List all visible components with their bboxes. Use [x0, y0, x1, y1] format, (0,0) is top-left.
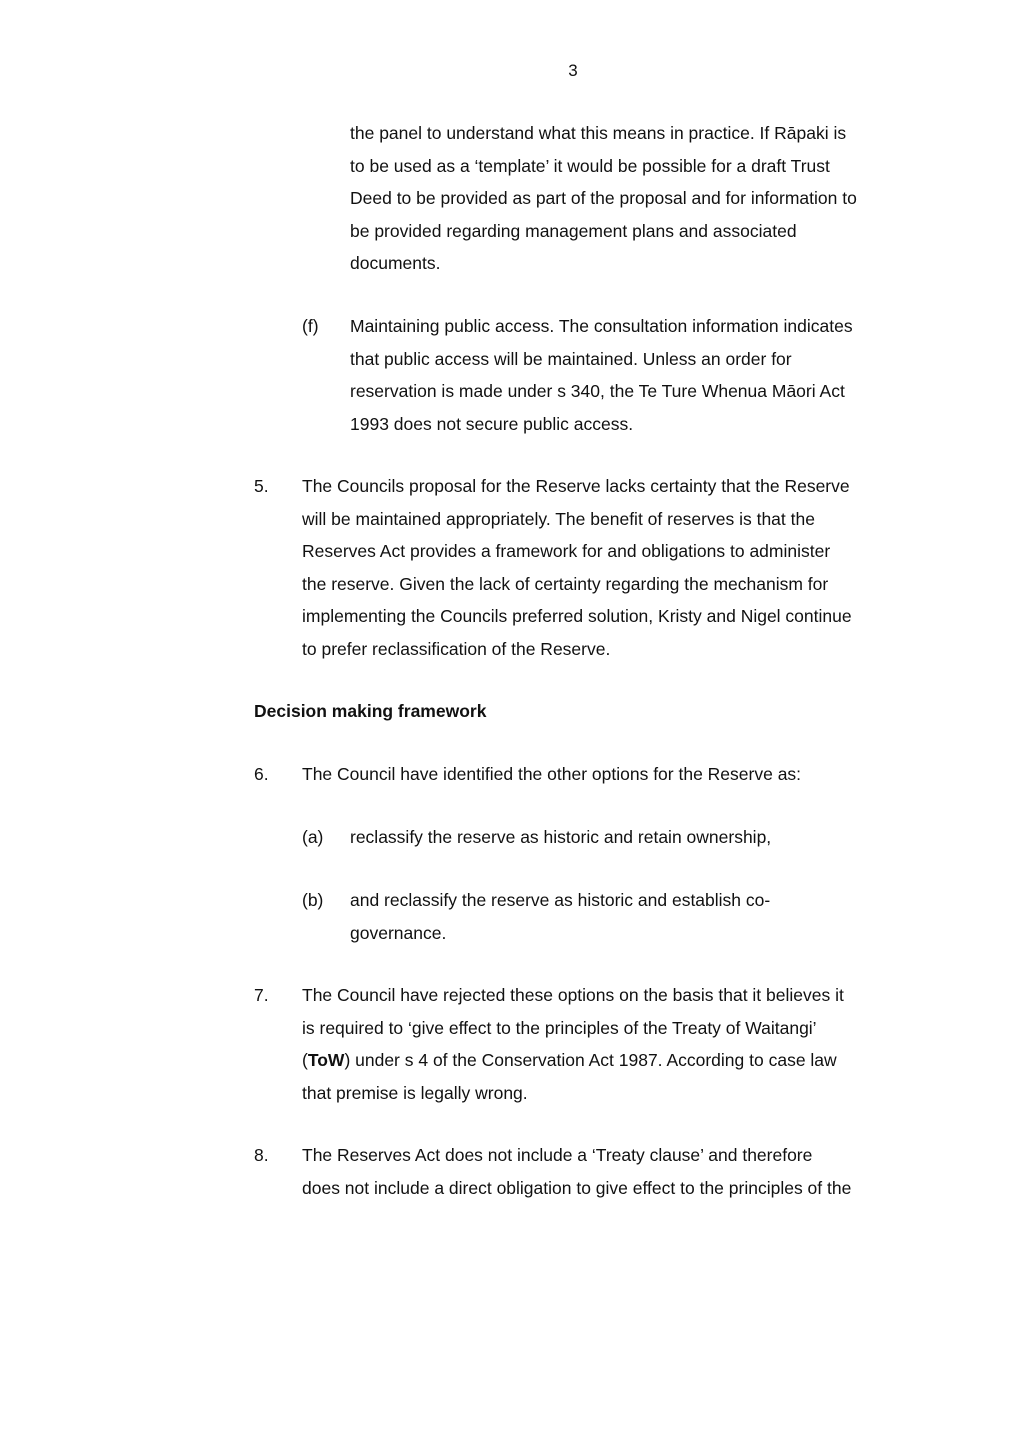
- text-line: the reserve. Given the lack of certainty regarding the mechanism for: [302, 573, 829, 594]
- list-item-b: [350, 884, 902, 949]
- list-marker-b: (b): [302, 890, 324, 910]
- text-line: The Council have rejected these options on the basis that it believes it: [302, 985, 844, 1005]
- paragraph-8: [302, 1139, 902, 1204]
- list-item-a: [350, 821, 902, 854]
- text-line: implementing the Councils preferred solution, Kristy and Nigel continue: [302, 606, 852, 626]
- text-line: will be maintained appropriately. The benefit of reserves is that the: [302, 508, 815, 529]
- text-line: 1993 does not secure public access.: [350, 413, 634, 434]
- text-line: reclassify the reserve as historic and retain ownership,: [350, 827, 772, 847]
- text-line: documents.: [350, 253, 441, 273]
- list-marker-a: (a): [302, 827, 324, 847]
- paragraph-number-5: 5.: [254, 476, 269, 496]
- text-line: be provided regarding management plans and associated: [350, 220, 797, 241]
- text-line: to be used as a ‘template’ it would be possible for a draft Trust: [350, 155, 830, 176]
- paragraph-7: [302, 979, 902, 1109]
- defined-term-tow: ToW: [307, 1050, 345, 1070]
- text-line: reservation is made under s 340, the Te Ture Whenua Māori Act: [350, 381, 845, 401]
- text-line: does not include a direct obligation to give effect to the principles of the: [302, 1177, 852, 1198]
- text-line: Deed to be provided as part of the proposal and for information to: [350, 188, 857, 208]
- text-line: to prefer reclassification of the Reserve.: [302, 638, 611, 659]
- text-line: governance.: [350, 922, 447, 943]
- text-line: Maintaining public access. The consultation information indicates: [350, 316, 853, 336]
- text-fragment: (: [302, 1050, 308, 1070]
- text-line: The Councils proposal for the Reserve lacks certainty that the Reserve: [302, 476, 850, 496]
- text-line: is required to ‘give effect to the principles of the Treaty of Waitangi’: [302, 1017, 817, 1038]
- paragraph-number-8: 8.: [254, 1145, 269, 1165]
- text-line: The Reserves Act does not include a ‘Treaty clause’ and therefore: [302, 1145, 813, 1165]
- text-line: that premise is legally wrong.: [302, 1082, 528, 1103]
- text-line: and reclassify the reserve as historic and establish co-: [350, 890, 771, 910]
- paragraph-number-7: 7.: [254, 985, 269, 1005]
- list-item-f: [350, 310, 902, 440]
- page-number: 3: [568, 61, 578, 80]
- text-line: [302, 1044, 902, 1077]
- text-line: The Council have identified the other options for the Reserve as:: [302, 764, 802, 784]
- text-fragment: ) under s 4 of the Conservation Act 1987. According to case law: [344, 1050, 837, 1070]
- paragraph-number-6: 6.: [254, 764, 269, 784]
- text-line: that public access will be maintained. Unless an order for: [350, 348, 792, 369]
- paragraph-6: [302, 758, 902, 791]
- continuation-paragraph: [350, 117, 902, 280]
- text-line: Reserves Act provides a framework for and obligations to administer: [302, 541, 831, 561]
- section-heading: Decision making framework: [254, 701, 487, 721]
- paragraph-5: [302, 470, 902, 665]
- list-marker-f: (f): [302, 316, 319, 336]
- text-line: the panel to understand what this means in practice. If Rāpaki is: [350, 123, 847, 143]
